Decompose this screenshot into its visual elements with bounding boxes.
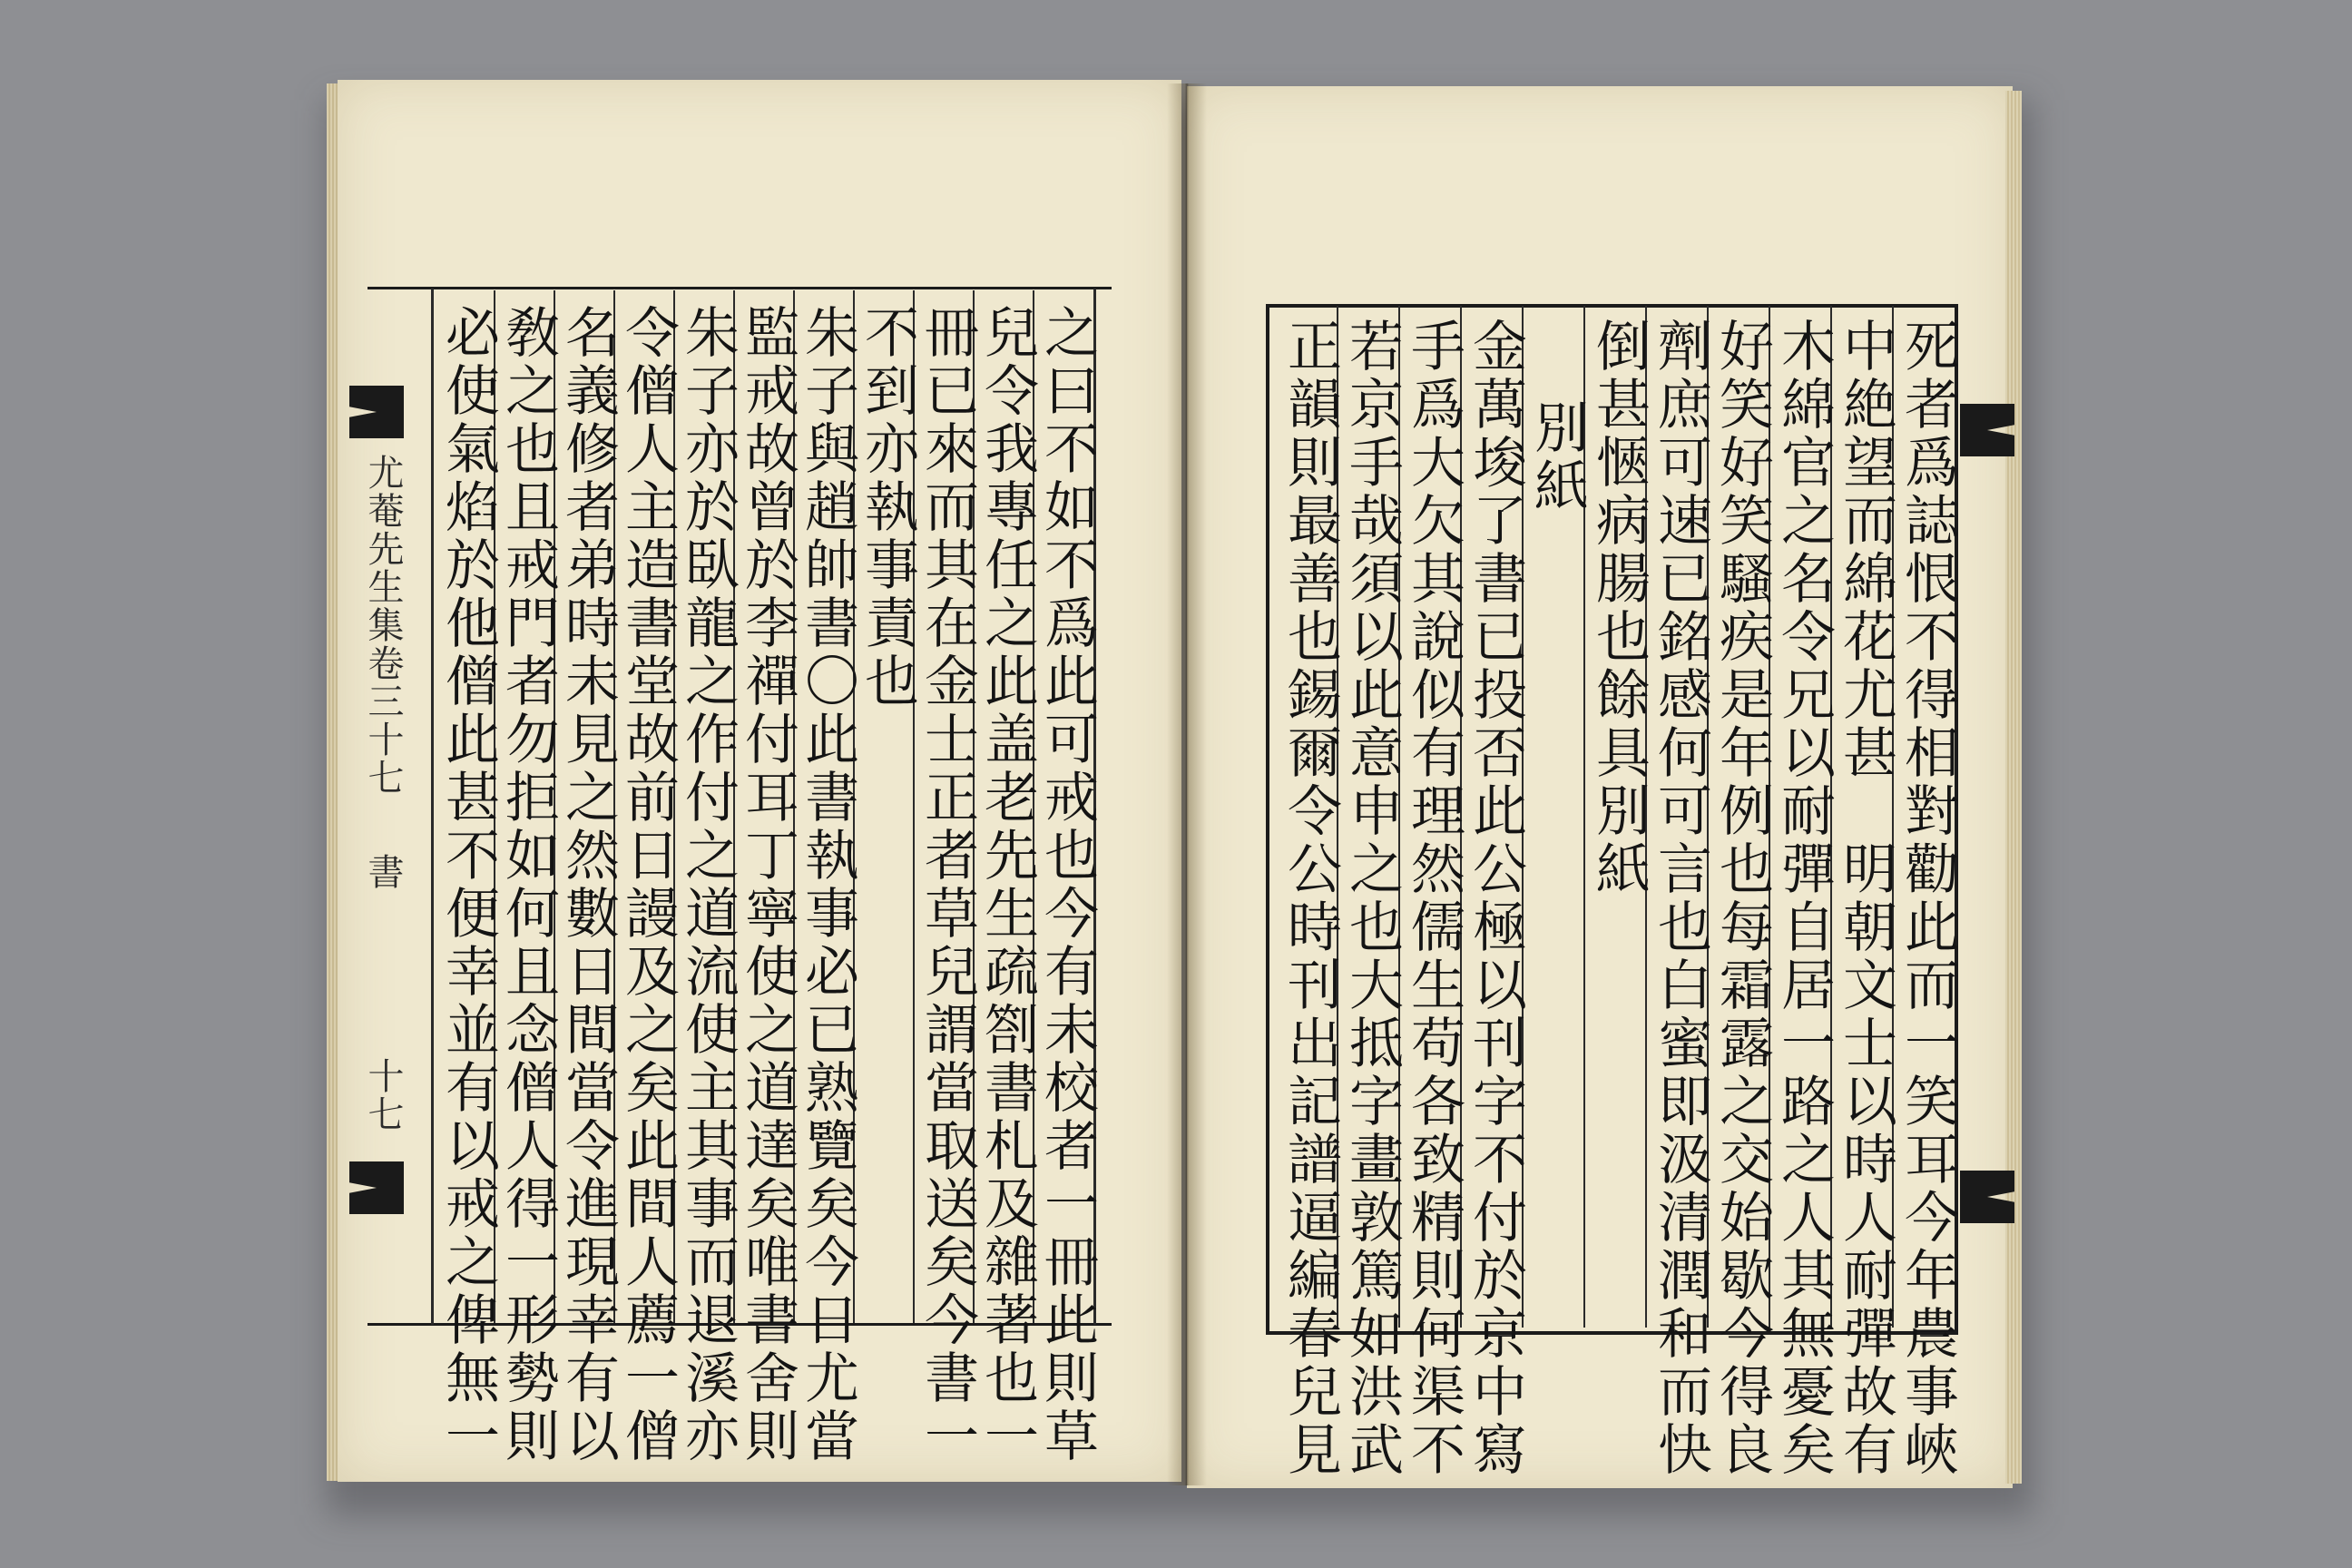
margin-page-number: 十七 <box>362 1057 404 1133</box>
text-column: 冊已來而其在金士正者草兒謂當取送矣今書一 <box>916 304 979 1465</box>
text-column: 令僧人主造書堂故前日謾及之矣此間人薦一僧 <box>616 304 680 1465</box>
left-frame-top-rule <box>368 287 1112 289</box>
left-frame-inner-rule <box>431 289 434 1325</box>
text-column: 若京手哉須以此意申之也大抵字畫敦篤如洪武 <box>1340 318 1404 1479</box>
text-column: 朱子亦於臥龍之作付之道流使主其事而退溪亦 <box>676 304 740 1465</box>
text-column: 之曰不如不爲此可戒也今有未校者一冊此則草 <box>1035 304 1099 1465</box>
text-column: 金萬埈了書已投否此公極以刊字不付於京中寫 <box>1464 318 1527 1479</box>
text-column: 朱子與趙帥書〇此書執事必已熟覽矣今日尤當 <box>796 304 859 1465</box>
right-page-edges <box>2005 91 2022 1484</box>
book-gutter <box>1167 83 1207 1485</box>
text-column: 好笑好笑騷疾是年例也每霜露之交始歇今得良 <box>1710 318 1774 1479</box>
text-column: 名義修者弟時未見之然數日間當令進現幸有以 <box>556 304 620 1465</box>
text-column: 倒甚愜病腸也餘具別紙 <box>1587 318 1651 898</box>
text-column: 劑庶可速已銘感何可言也白蜜即汲清潤和而快 <box>1649 318 1712 1479</box>
margin-section: 書 <box>362 853 404 891</box>
section-heading: 別紙 <box>1525 399 1589 515</box>
text-column: 手爲大欠其說似有理然儒生苟各致精則何渠不 <box>1402 318 1465 1479</box>
text-column: 必使氣焰於他僧此甚不便幸並有以戒之俾無一 <box>436 304 500 1465</box>
text-column: 中絶望而綿花尤甚 明朝文士以時人耐彈故有 <box>1834 318 1897 1479</box>
text-column: 木綿官之名令兄以耐彈自居一路之人其無憂矣 <box>1772 318 1836 1479</box>
text-column: 死者爲誌恨不得相對勸此而一笑耳今年農事峽 <box>1896 318 1959 1479</box>
text-column: 敎之也且戒門者勿拒如何且念僧人得一形勢則 <box>496 304 560 1465</box>
text-column: 監戒故曾於李禪付耳丁寧使之道達矣唯書舍則 <box>736 304 799 1465</box>
text-column: 正韻則最善也錫爾令公時刊出記譜逼編春兒見 <box>1279 318 1342 1479</box>
text-column: 不到亦執事責也 <box>856 304 919 710</box>
margin-title: 尤菴先生集卷三十七 <box>362 454 404 797</box>
text-column: 兒令我專任之此盖老先生疏劄書札及雜著也一 <box>975 304 1039 1465</box>
